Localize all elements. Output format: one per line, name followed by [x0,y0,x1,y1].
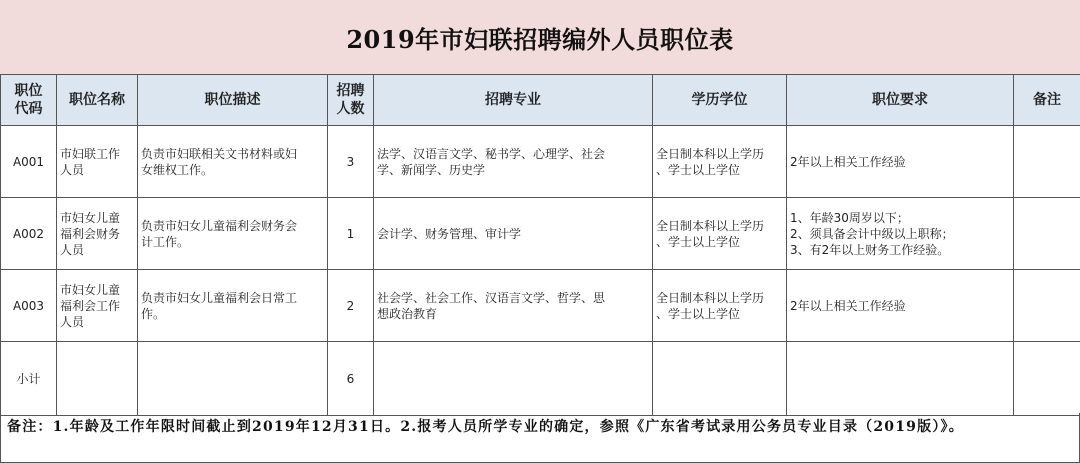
cell-name: 市妇联工作 人员 [57,126,138,198]
cell-count: 3 [328,126,374,198]
table-title: 2019年市妇联招聘编外人员职位表 [346,24,734,54]
cell-req: 2年以上相关工作经验 [787,270,1014,342]
header-edu: 学历学位 [653,75,787,126]
subtotal-count: 6 [328,342,374,416]
header-code: 职位 代码 [1,75,57,126]
cell-code: A002 [1,198,57,270]
cell-name: 市妇女儿童 福利会工作 人员 [57,270,138,342]
cell-count: 1 [328,198,374,270]
table-row [1,198,1080,270]
cell-major: 法学、汉语言文学、秘书学、心理学、社会 学、新闻学、历史学 [374,126,653,198]
cell-desc: 负责市妇女儿童福利会财务会 计工作。 [138,198,328,270]
cell-edu: 全日制本科以上学历 、学士以上学位 [653,198,787,270]
header-note: 备注 [1014,75,1080,126]
header-row [1,75,1080,126]
cell-empty [1014,342,1080,416]
title-bar [0,0,1080,75]
cell-empty [787,342,1014,416]
header-desc: 职位描述 [138,75,328,126]
cell-req: 2年以上相关工作经验 [787,126,1014,198]
cell-empty [374,342,653,416]
header-name: 职位名称 [57,75,138,126]
cell-desc: 负责市妇联相关文书材料或妇 女维权工作。 [138,126,328,198]
cell-empty [57,342,138,416]
subtotal-row [1,342,1080,416]
header-major: 招聘专业 [374,75,653,126]
header-req: 职位要求 [787,75,1014,126]
cell-name: 市妇女儿童 福利会财务 人员 [57,198,138,270]
position-table [0,74,1080,416]
cell-code: A003 [1,270,57,342]
cell-req: 1、年龄30周岁以下； 2、须具备会计中级以上职称； 3、有2年以上财务工作经验。 [787,198,1014,270]
cell-edu: 全日制本科以上学历 、学士以上学位 [653,270,787,342]
footnote: 备注：1.年龄及工作年限时间截止到2019年12月31日。2.报考人员所学专业的确定，参照《广东省考试录用公务员专业目录（2019版）》。 [0,413,1080,463]
cell-note [1014,126,1080,198]
cell-empty [138,342,328,416]
cell-major: 会计学、财务管理、审计学 [374,198,653,270]
table-row [1,126,1080,198]
cell-major: 社会学、社会工作、汉语言文学、哲学、思 想政治教育 [374,270,653,342]
cell-desc: 负责市妇女儿童福利会日常工 作。 [138,270,328,342]
cell-count: 2 [328,270,374,342]
cell-edu: 全日制本科以上学历 、学士以上学位 [653,126,787,198]
table-row [1,270,1080,342]
subtotal-label: 小计 [1,342,57,416]
cell-note [1014,270,1080,342]
cell-empty [653,342,787,416]
cell-note [1014,198,1080,270]
header-count: 招聘 人数 [328,75,374,126]
cell-code: A001 [1,126,57,198]
